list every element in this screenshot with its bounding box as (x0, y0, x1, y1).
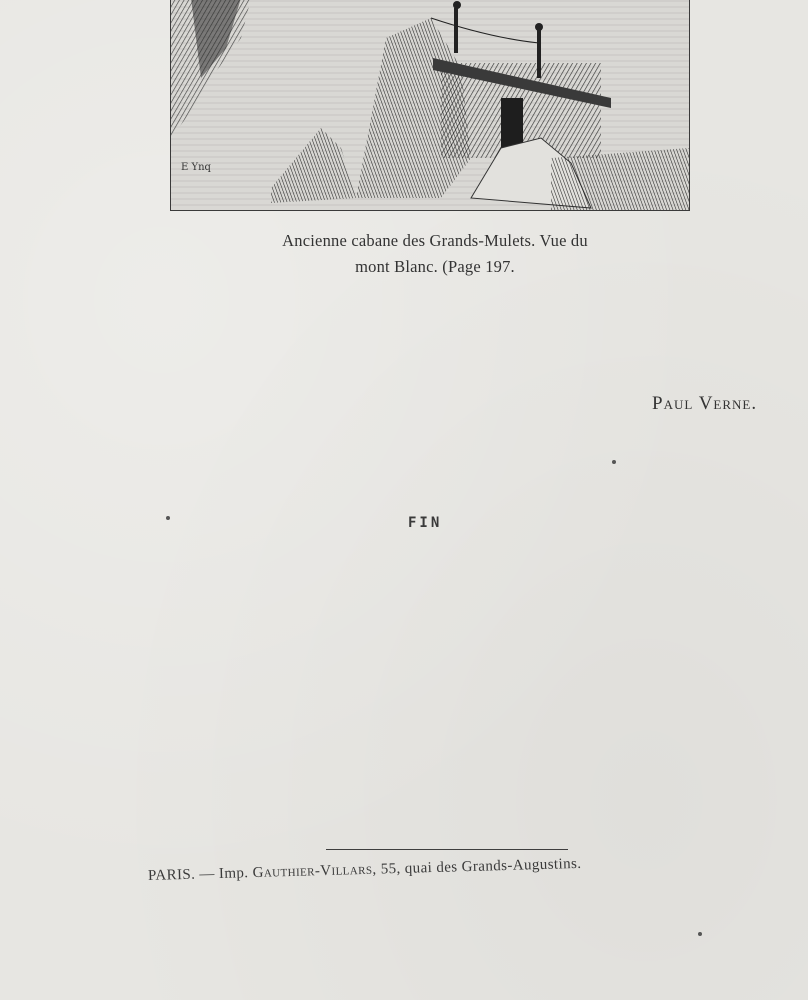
divider-rule (326, 849, 568, 850)
caption-line-1: Ancienne cabane des Grands-Mulets. Vue du (282, 231, 588, 250)
printer-imprint (148, 851, 748, 885)
engraving-illustration (170, 0, 690, 211)
paper-speck (166, 516, 170, 520)
engraver-signature: E Ynq (181, 162, 211, 173)
author-signature: Paul Verne. (652, 393, 758, 414)
fin-marker: FIN (408, 515, 443, 531)
paper-speck (612, 460, 616, 464)
mountain-hut-engraving (171, 0, 689, 210)
imprint-prefix: PARIS. — Imp. (147, 865, 249, 884)
caption-line-2: mont Blanc. (Page 197. (355, 257, 515, 276)
paper-speck (698, 932, 702, 936)
imprint-address: 55, quai des Grands-Augustins. (380, 855, 582, 878)
illustration-caption (200, 228, 670, 280)
imprint-printer: Gauthier-Villars, (252, 861, 377, 882)
